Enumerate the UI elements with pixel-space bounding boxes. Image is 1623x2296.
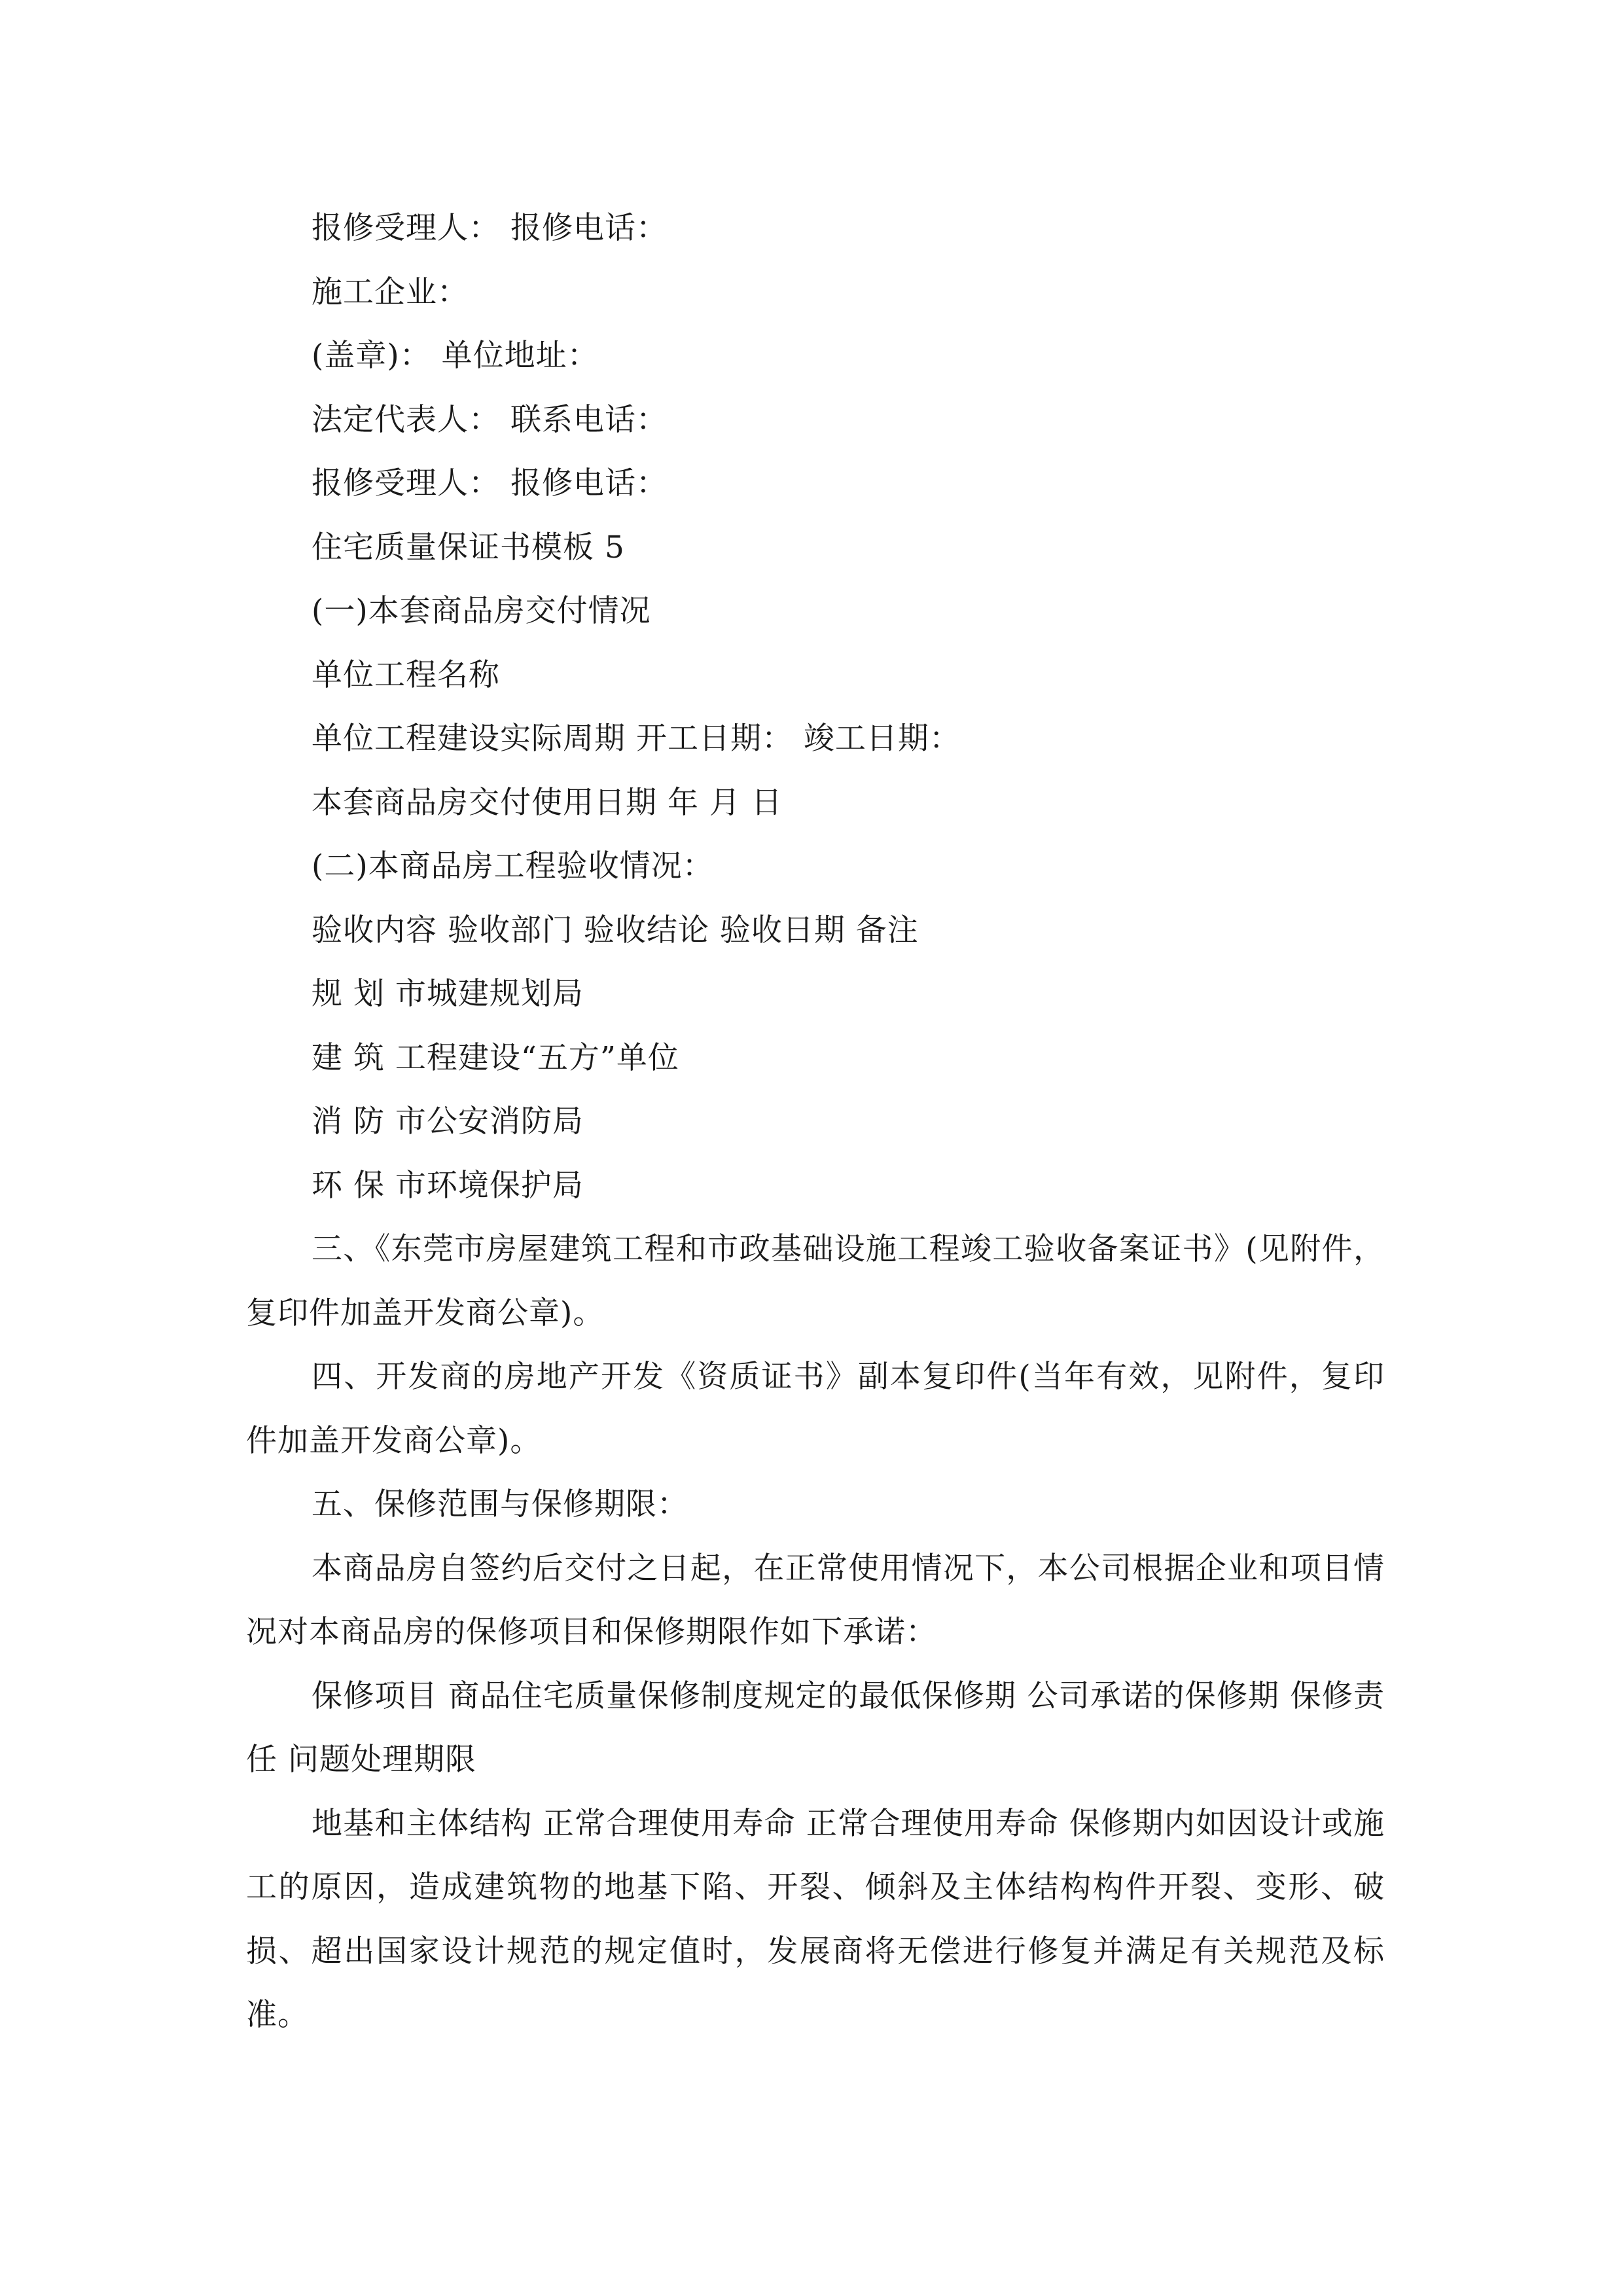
paragraph: 地基和主体结构 正常合理使用寿命 正常合理使用寿命 保修期内如因设计或施工的原因，造成建筑物的地基下陷、开裂、倾斜及主体结构构件开裂、变形、破损、超出国家设计规范的规定值时，发展商将无偿进行修复并满足有关规范及标准。 — [246, 1805, 1385, 2033]
section-title: 住宅质量保证书模板 5 — [312, 529, 625, 565]
text-line: (盖章)： 单位地址： — [312, 338, 599, 374]
table-row-line: 环 保 市环境保护局 — [312, 1167, 584, 1204]
text-line: 单位工程名称 — [312, 656, 500, 693]
subsection-heading: (二)本商品房工程验收情况： — [312, 848, 714, 884]
paragraph: 五、保修范围与保修期限： — [312, 1486, 688, 1522]
paragraph: 保修项目 商品住宅质量保修制度规定的最低保修期 公司承诺的保修期 保修责任 问题处理期限 — [246, 1677, 1385, 1778]
table-header-line: 验收内容 验收部门 验收结论 验收日期 备注 — [312, 912, 919, 948]
subsection-heading: (一)本套商品房交付情况 — [312, 593, 651, 629]
paragraph: 三、《东莞市房屋建筑工程和市政基础设施工程竣工验收备案证书》(见附件，复印件加盖开发商公章)。 — [246, 1231, 1385, 1331]
text-line: 单位工程建设实际周期 开工日期： 竣工日期： — [312, 721, 961, 757]
table-row-line: 规 划 市城建规划局 — [312, 976, 584, 1012]
document-body — [246, 196, 1385, 2047]
text-line: 施工企业： — [312, 274, 469, 310]
table-row-line: 建 筑 工程建设“五方”单位 — [312, 1039, 679, 1076]
paragraph: 四、开发商的房地产开发《资质证书》副本复印件(当年有效，见附件，复印件加盖开发商公章)。 — [246, 1359, 1385, 1459]
text-line: 报修受理人： 报修电话： — [312, 465, 668, 501]
table-row-line: 消 防 市公安消防局 — [312, 1103, 584, 1139]
text-line: 报修受理人： 报修电话： — [312, 210, 668, 246]
text-line: 本套商品房交付使用日期 年 月 日 — [312, 784, 783, 821]
paragraph: 本商品房自签约后交付之日起，在正常使用情况下，本公司根据企业和项目情况对本商品房的保修项目和保修期限作如下承诺： — [246, 1550, 1385, 1650]
text-line: 法定代表人： 联系电话： — [312, 401, 668, 438]
